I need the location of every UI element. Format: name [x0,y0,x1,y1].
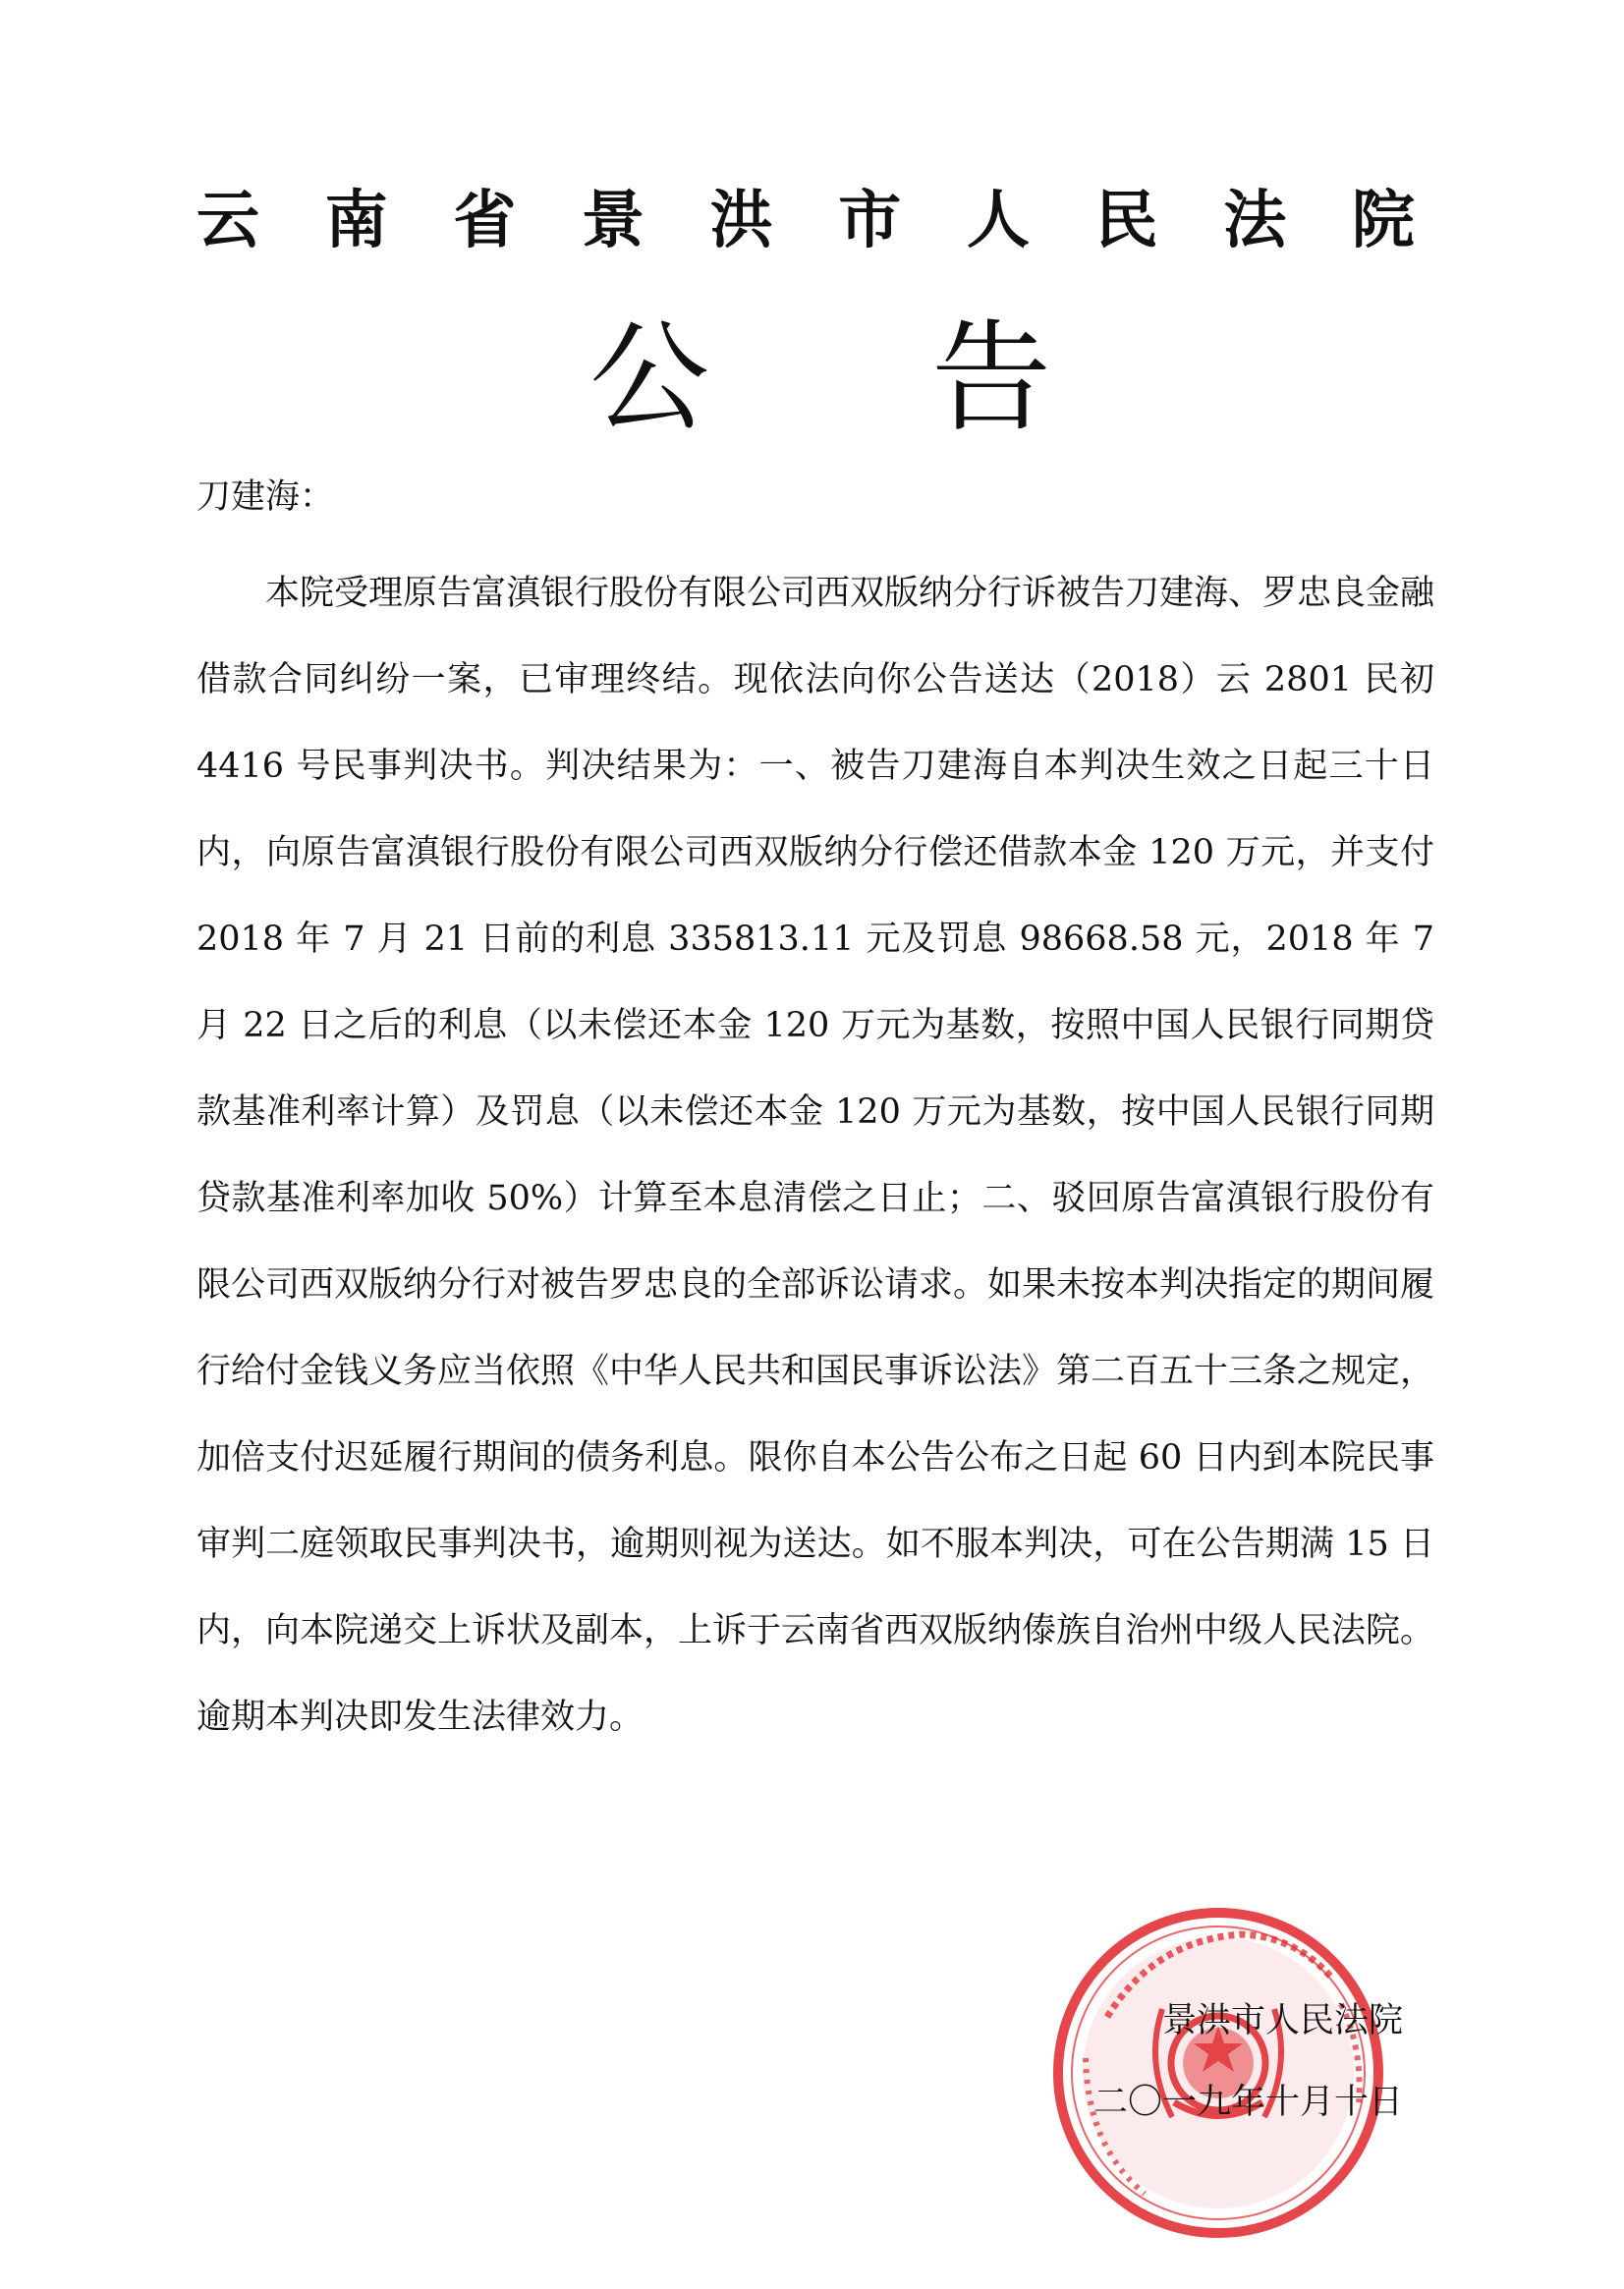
court-title-char: 南 [324,185,388,257]
court-title [196,172,1415,270]
court-title-char: 院 [1351,185,1415,257]
court-title-char: 云 [196,185,259,257]
notice-body: 本院受理原告富滇银行股份有限公司西双版纳分行诉被告刀建海、罗忠良金融借款合同纠纷一案，已审理终结。现依法向你公告送达（2018）云 2801 民初 4416 号民事判决书。判决结果为：一、被告刀建海自本判决生效之日起三十日内，向原告富滇银行股份有限公司西双版纳分行偿还借款本金 120 万元，并支付 2018 年 7 月 21 日前的利息 335813.11 元及罚息 98668.58 元，2018 年 7 月 22 日之后的利息（以未偿还本金 120 万元为基数，按照中国人民银行同期贷款基准利率计算）及罚息（以未偿还本金 120 万元为基数，按中国人民银行同期贷款基准利率加收 50%）计算至本息清偿之日止；二、驳回原告富滇银行股份有限公司西双版纳分行对被告罗忠良的全部诉讼请求。如果未按本判决指定的期间履行给付金钱义务应当依照《中华人民共和国民事诉讼法》第二百五十三条之规定，加倍支付迟延履行期间的债务利息。限你自本公告公布之日起 60 日内到本院民事审判二庭领取民事判决书，逾期则视为送达。如不服本判决，可在公告期满 15 日内，向本院递交上诉状及副本，上诉于云南省西双版纳傣族自治州中级人民法院。逾期本判决即发生法律效力。 [196,574,1435,1737]
court-title-char: 景 [581,185,644,257]
signature-date: 二〇一九年十月十日 [1092,2083,1403,2122]
court-title-char: 省 [453,185,517,257]
notice-title-char: 公 [589,308,709,448]
court-title-char: 人 [966,185,1030,257]
court-title-char: 市 [838,185,902,257]
recipient-salutation: 刀建海： [196,477,335,517]
court-title-char: 洪 [709,185,773,257]
signature-court-name: 景洪市人民法院 [1161,2001,1403,2040]
court-title-char: 法 [1223,185,1287,257]
notice-title-char: 告 [931,308,1051,448]
notice-title [589,309,1051,447]
court-title-char: 民 [1094,185,1158,257]
official-seal [1046,1901,1390,2245]
